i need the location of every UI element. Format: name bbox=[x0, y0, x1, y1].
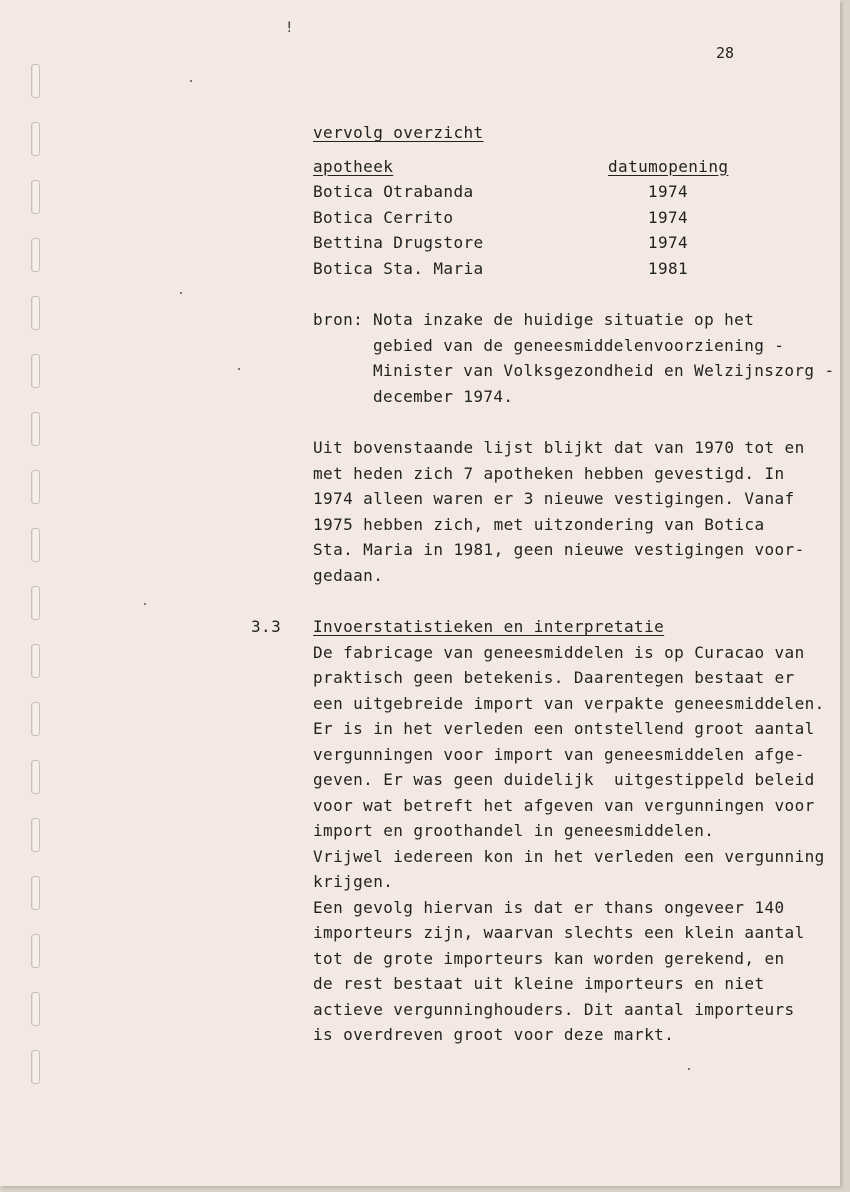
section-line: is overdreven groot voor deze markt. bbox=[313, 1025, 675, 1044]
punch-hole bbox=[31, 180, 40, 214]
punch-hole bbox=[31, 238, 40, 272]
punch-hole bbox=[31, 412, 40, 446]
section-line: importeurs zijn, waarvan slechts een klein aantal bbox=[313, 923, 805, 942]
section-title: Invoerstatistieken en interpretatie bbox=[313, 617, 665, 636]
punch-hole bbox=[31, 1050, 40, 1084]
margin-mark: ! bbox=[285, 20, 294, 36]
section-line: vergunningen voor import van geneesmiddelen afge- bbox=[313, 744, 805, 764]
punch-hole bbox=[31, 586, 40, 620]
punch-hole bbox=[31, 760, 40, 794]
paragraph-line: 1974 alleen waren er 3 nieuwe vestigingen. Vanaf bbox=[313, 489, 795, 508]
punch-hole bbox=[31, 296, 40, 330]
section-3-3 bbox=[251, 614, 838, 1048]
page-content bbox=[251, 120, 838, 1048]
punch-hole bbox=[31, 644, 40, 678]
pharmacy-name: Botica Cerrito bbox=[313, 207, 454, 227]
pharmacy-name: Botica Sta. Maria bbox=[313, 258, 484, 278]
section-line: krijgen. bbox=[313, 872, 394, 891]
section-body bbox=[313, 640, 838, 1048]
section-line: een uitgebreide import van verpakte geneesmiddelen. bbox=[313, 693, 825, 713]
punch-hole bbox=[31, 934, 40, 968]
speck bbox=[688, 1068, 690, 1070]
section-line: actieve vergunninghouders. Dit aantal importeurs bbox=[313, 999, 795, 1019]
table-heading: vervolg overzicht bbox=[313, 123, 484, 142]
punch-hole bbox=[31, 64, 40, 98]
opening-year: 1974 bbox=[647, 207, 689, 227]
paragraph-line: met heden zich 7 apotheken hebben gevestigd. In bbox=[313, 463, 785, 483]
paragraph-line: gedaan. bbox=[313, 565, 384, 585]
table-row bbox=[313, 230, 728, 256]
table-row bbox=[313, 205, 728, 231]
column-header-opening-date: datumopening bbox=[608, 156, 729, 176]
opening-year: 1981 bbox=[647, 258, 689, 278]
source-line: Minister van Volksgezondheid en Welzijnszorg - bbox=[373, 361, 835, 380]
section-line: praktisch geen betekenis. Daarentegen bestaat er bbox=[313, 668, 795, 687]
section-line: voor wat betreft het afgeven van vergunningen voor bbox=[313, 795, 815, 815]
source-note bbox=[313, 307, 838, 409]
punch-hole bbox=[31, 122, 40, 156]
summary-paragraph bbox=[313, 435, 838, 588]
section-line: import en groothandel in geneesmiddelen. bbox=[313, 821, 715, 840]
source-line: december 1974. bbox=[373, 386, 514, 406]
source-line: gebied van de geneesmiddelenvoorziening - bbox=[373, 335, 785, 355]
page-number: 28 bbox=[716, 44, 735, 62]
paragraph-line: 1975 hebben zich, met uitzondering van Botica bbox=[313, 514, 765, 534]
source-line: Nota inzake de huidige situatie op het bbox=[373, 310, 755, 329]
punch-hole bbox=[31, 702, 40, 736]
section-line: geven. Er was geen duidelijk uitgestippeld beleid bbox=[313, 770, 815, 789]
table-row bbox=[313, 179, 728, 205]
source-text bbox=[373, 307, 835, 409]
punch-hole bbox=[31, 470, 40, 504]
speck bbox=[190, 80, 192, 82]
speck bbox=[180, 292, 182, 294]
binder-punch-holes bbox=[31, 64, 45, 1108]
table-row bbox=[313, 256, 728, 282]
source-label: bron: bbox=[313, 310, 364, 329]
punch-hole bbox=[31, 528, 40, 562]
opening-year: 1974 bbox=[647, 182, 689, 201]
pharmacy-name: Bettina Drugstore bbox=[313, 233, 484, 252]
pharmacy-table bbox=[313, 154, 728, 282]
paragraph-line: Sta. Maria in 1981, geen nieuwe vestigingen voor- bbox=[313, 540, 805, 559]
section-line: de rest bestaat uit kleine importeurs en niet bbox=[313, 974, 765, 993]
punch-hole bbox=[31, 354, 40, 388]
speck bbox=[238, 368, 240, 370]
section-line: tot de grote importeurs kan worden gerekend, en bbox=[313, 948, 785, 968]
speck bbox=[144, 603, 146, 605]
table-header-row bbox=[313, 154, 728, 180]
section-line: Vrijwel iedereen kon in het verleden een vergunning bbox=[313, 846, 825, 866]
section-line: De fabricage van geneesmiddelen is op Curacao van bbox=[313, 642, 805, 662]
column-header-pharmacy: apotheek bbox=[313, 156, 394, 176]
punch-hole bbox=[31, 876, 40, 910]
section-line: Er is in het verleden een ontstellend groot aantal bbox=[313, 719, 815, 738]
section-line: Een gevolg hiervan is dat er thans ongeveer 140 bbox=[313, 897, 785, 917]
section-number: 3.3 bbox=[251, 617, 282, 636]
punch-hole bbox=[31, 992, 40, 1026]
punch-hole bbox=[31, 818, 40, 852]
opening-year: 1974 bbox=[647, 233, 689, 252]
paragraph-line: Uit bovenstaande lijst blijkt dat van 1970 tot en bbox=[313, 438, 805, 457]
pharmacy-name: Botica Otrabanda bbox=[313, 182, 474, 201]
